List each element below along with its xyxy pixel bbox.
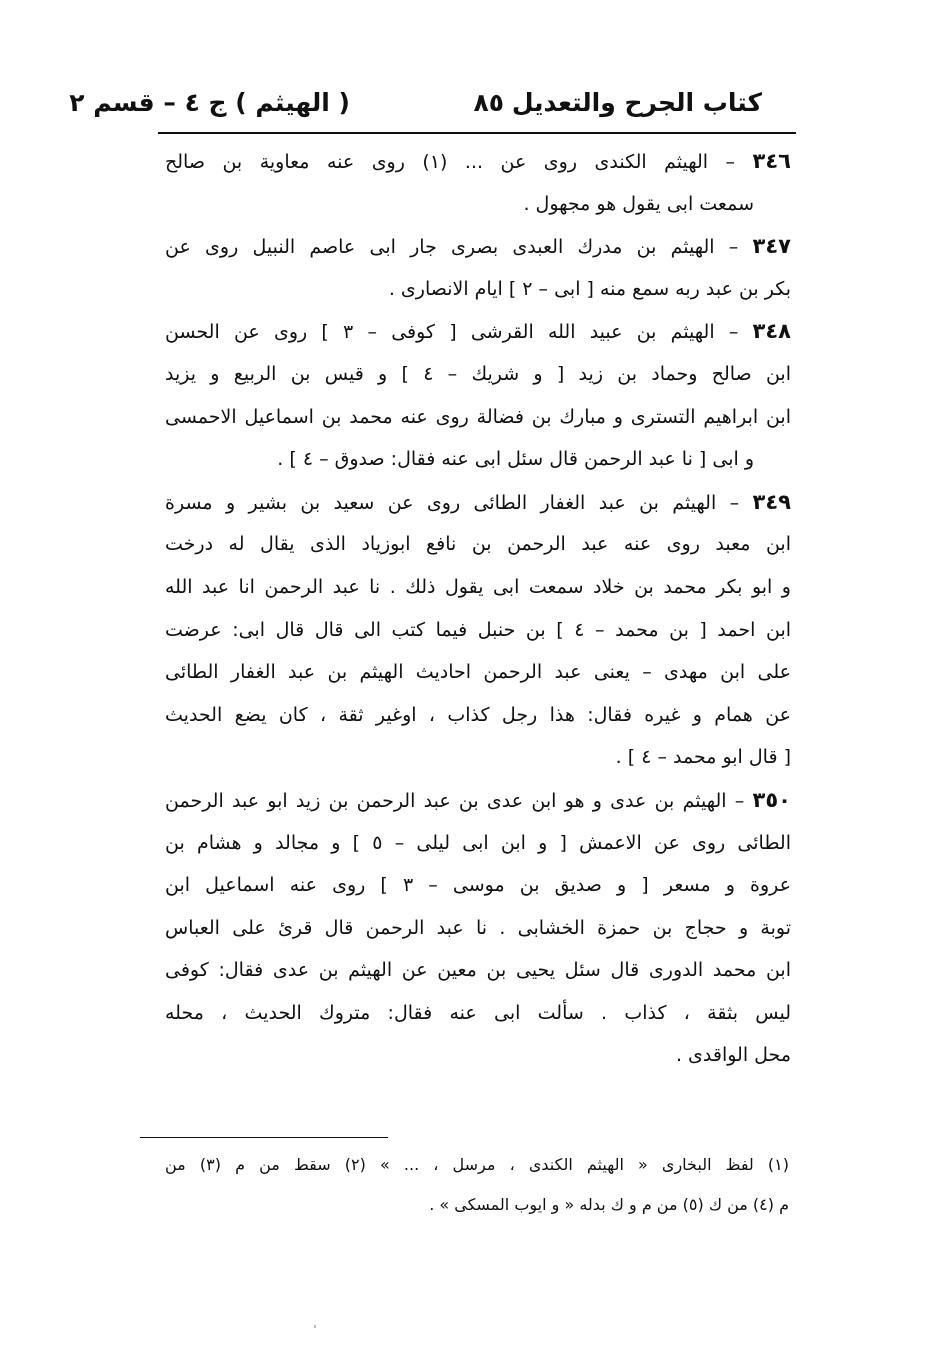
entry-text: ابن صالح وحماد بن زيد [ و شريك – ٤ ] و قيس بن الربيع و يزيد [165, 362, 791, 385]
entry-text: – الهيثم بن مدرك العبدى بصرى جار ابى عاصم النبيل روى عن [165, 236, 739, 259]
entry-text: – الهيثم بن عدى و هو ابن عدى بن عبد الرحمن بن زيد ابو عبد الرحمن [165, 789, 745, 812]
entry-350-line-6 [165, 992, 791, 1035]
page-number: ٨٥ [473, 88, 504, 117]
footnote-line: م (٤) من ك (٥) من م و ك بدله « و ايوب المسكى » . [429, 1195, 789, 1214]
entry-350-line-5 [165, 949, 791, 992]
entry-349-line-7 [165, 736, 791, 779]
entry-349-line-2 [165, 523, 791, 566]
entry-text: الطائى روى عن الاعمش [ و ابن ابى ليلى – ٥ ] و مجالد و هشام بن [165, 831, 791, 854]
entry-number: ٣٤٨ [752, 319, 791, 344]
entry-348-line-4 [165, 438, 791, 481]
entry-349-line-1 [165, 481, 791, 524]
entry-346-line-1 [165, 140, 791, 183]
entry-350-line-7 [165, 1034, 791, 1077]
entry-349-line-3 [165, 566, 791, 609]
entry-text: ابن احمد [ بن محمد – ٤ ] بن حنبل فيما كتب الى قال قال ابى: عرضت [165, 618, 791, 641]
entry-number: ٣٤٧ [752, 234, 791, 259]
entry-text: [ قال ابو محمد – ٤ ] . [615, 746, 791, 769]
entry-number: ٣٥٠ [752, 787, 791, 812]
entry-text: و ابى [ نا عبد الرحمن قال سئل ابى عنه فقال: صدوق – ٤ ] . [277, 448, 754, 471]
entry-text: و ابو بكر محمد بن خلاد سمعت ابى يقول ذلك . نا عبد الرحمن انا عبد الله [165, 575, 791, 598]
entry-text: عروة و مسعر [ و صديق بن موسى – ٣ ] روى عنه اسماعيل ابن [165, 874, 791, 897]
entry-text: ليس بثقة ، كذاب . سألت ابى عنه فقال: متروك الحديث ، محله [165, 1001, 791, 1024]
entry-350-line-1 [165, 779, 791, 822]
entry-347-line-1 [165, 225, 791, 268]
footnote-line: (١) لفظ البخارى « الهيثم الكندى ، مرسل ، ... » (٢) سقط من م (٣) من [165, 1155, 789, 1174]
entry-text: ابن محمد الدورى قال سئل يحيى بن معين عن الهيثم بن عدى فقال: كوفى [165, 959, 791, 982]
entry-text: – الهيثم بن عبد الغفار الطائى روى عن سعيد بن بشير و مسرة [165, 491, 740, 514]
book-title: كتاب الجرح والتعديل [511, 88, 762, 117]
entry-350-line-4 [165, 907, 791, 950]
entry-350-line-3 [165, 864, 791, 907]
entry-text: على ابن مهدى – يعنى عبد الرحمن احاديث الهيثم بن عبد الغفار الطائى [165, 661, 791, 684]
footnote-rule [140, 1137, 388, 1138]
scan-speck [314, 1325, 316, 1328]
entry-347-line-2 [165, 268, 791, 311]
entry-text: بكر بن عبد ربه سمع منه [ ابى – ٢ ] ايام الانصارى . [388, 277, 791, 300]
entry-348-line-3 [165, 396, 791, 439]
entry-text: ابن معبد روى عنه عبد الرحمن بن نافع ابوزياد الذى يقال له درخت [165, 533, 791, 556]
entry-text: – الهيثم الكندى روى عن ... (١) روى عنه معاوية بن صالح [165, 151, 736, 173]
entry-text: سمعت ابى يقول هو مجهول . [523, 192, 754, 215]
entry-text: توبة و حجاج بن حمزة الخشابى . نا عبد الرحمن قال قرئ على العباس [165, 916, 791, 939]
entry-text: عن همام و غيره فقال: هذا رجل كذاب ، اوغير ثقة ، كان يضع الحديث [165, 703, 791, 726]
entry-346-line-2 [165, 183, 791, 226]
entry-number: ٣٤٦ [752, 149, 791, 173]
entry-349-line-6 [165, 694, 791, 737]
entry-text: ابن ابراهيم التسترى و مبارك بن فضالة روى عنه محمد بن اسماعيل الاحمسى [165, 405, 791, 428]
running-header [69, 78, 796, 130]
header-rule [158, 132, 796, 134]
entry-text: – الهيثم بن عبيد الله القرشى [ كوفى – ٣ ] روى عن الحسن [165, 321, 739, 344]
entry-349-line-5 [165, 651, 791, 694]
entry-350-line-2 [165, 822, 791, 865]
entry-348-line-2 [165, 353, 791, 396]
entry-text: محل الواقدى . [675, 1044, 791, 1067]
entry-348-line-1 [165, 310, 791, 353]
entries-body [165, 140, 791, 1077]
entry-number: ٣٤٩ [752, 489, 791, 514]
entry-349-line-4 [165, 609, 791, 652]
section-heading: ( الهيثم ) ج ٤ – قسم ٢ [69, 88, 350, 117]
footnotes [165, 1145, 789, 1225]
